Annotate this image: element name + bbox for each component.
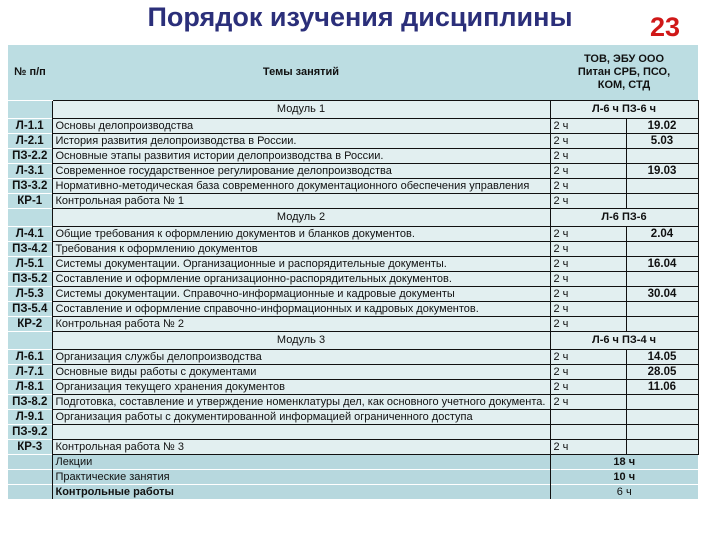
lesson-code: ПЗ-8.2: [8, 395, 52, 410]
lesson-hours: 2 ч: [550, 272, 626, 287]
code-cell: [8, 209, 52, 227]
lesson-topic: Современное государственное регулирование делопроизводства: [52, 164, 550, 179]
lesson-hours: [550, 410, 626, 425]
table-row: [8, 164, 698, 179]
lesson-date: [626, 149, 698, 164]
lesson-hours: 2 ч: [550, 317, 626, 332]
summary-value: 6 ч: [550, 485, 698, 500]
header-groups: ТОВ, ЭБУ ООО Питан СРБ, ПСО, КОМ, СТД: [550, 45, 698, 101]
summary-row: [8, 470, 698, 485]
lesson-topic: Подготовка, составление и утверждение номенклатуры дел, как основного учетного документа.: [52, 395, 550, 410]
lesson-code: КР-1: [8, 194, 52, 209]
lesson-code: ПЗ-4.2: [8, 242, 52, 257]
lesson-topic: Контрольная работа № 2: [52, 317, 550, 332]
lesson-code: Л-3.1: [8, 164, 52, 179]
table-row: [8, 194, 698, 209]
module-hours: Л-6 ПЗ-6: [550, 209, 698, 227]
lesson-code: Л-7.1: [8, 365, 52, 380]
lesson-hours: 2 ч: [550, 149, 626, 164]
lesson-code: ПЗ-9.2: [8, 425, 52, 440]
lesson-hours: 2 ч: [550, 227, 626, 242]
lesson-code: Л-5.1: [8, 257, 52, 272]
lesson-topic: Основы делопроизводства: [52, 119, 550, 134]
lesson-topic: Организация работы с документированной информацией ограниченного доступа: [52, 410, 550, 425]
summary-value: 18 ч: [550, 455, 698, 470]
lesson-hours: 2 ч: [550, 242, 626, 257]
table-row: [8, 272, 698, 287]
lesson-hours: 2 ч: [550, 440, 626, 455]
table-row: [8, 179, 698, 194]
module-row: [8, 101, 698, 119]
summary-spacer: [8, 455, 52, 470]
table-row: [8, 242, 698, 257]
table-row: [8, 119, 698, 134]
lesson-hours: 2 ч: [550, 380, 626, 395]
lesson-topic: Основные этапы развития истории делопроизводства в России.: [52, 149, 550, 164]
lesson-code: КР-3: [8, 440, 52, 455]
lesson-topic: [52, 425, 550, 440]
lesson-topic: Контрольная работа № 3: [52, 440, 550, 455]
lesson-code: ПЗ-2.2: [8, 149, 52, 164]
lesson-code: КР-2: [8, 317, 52, 332]
lesson-date: [626, 272, 698, 287]
lesson-code: Л-6.1: [8, 350, 52, 365]
lesson-topic: Системы документации. Справочно-информационные и кадровые документы: [52, 287, 550, 302]
header-topics: Темы занятий: [52, 45, 550, 101]
summary-label: Практические занятия: [52, 470, 550, 485]
lesson-date: [626, 440, 698, 455]
lesson-topic: Системы документации. Организационные и распорядительные документы.: [52, 257, 550, 272]
lesson-topic: История развития делопроизводства в России.: [52, 134, 550, 149]
lesson-date: [626, 410, 698, 425]
lesson-hours: 2 ч: [550, 179, 626, 194]
module-hours: Л-6 ч ПЗ-4 ч: [550, 332, 698, 350]
lesson-hours: 2 ч: [550, 194, 626, 209]
lesson-topic: Контрольная работа № 1: [52, 194, 550, 209]
module-row: [8, 332, 698, 350]
lesson-code: ПЗ-5.4: [8, 302, 52, 317]
lesson-code: Л-5.3: [8, 287, 52, 302]
table-row: [8, 287, 698, 302]
lesson-topic: Общие требования к оформлению документов и бланков документов.: [52, 227, 550, 242]
table-row: [8, 440, 698, 455]
lesson-topic: Организация текущего хранения документов: [52, 380, 550, 395]
lesson-hours: 2 ч: [550, 119, 626, 134]
lesson-date: [626, 425, 698, 440]
module-row: [8, 209, 698, 227]
table-row: [8, 257, 698, 272]
lesson-date: [626, 395, 698, 410]
lesson-code: Л-4.1: [8, 227, 52, 242]
summary-label: Лекции: [52, 455, 550, 470]
summary-row: [8, 485, 698, 500]
lesson-hours: 2 ч: [550, 302, 626, 317]
lesson-date: [626, 194, 698, 209]
lesson-date: 30.04: [626, 287, 698, 302]
table-row: [8, 425, 698, 440]
lesson-hours: 2 ч: [550, 350, 626, 365]
lesson-date: [626, 317, 698, 332]
table-row: [8, 149, 698, 164]
lesson-topic: Нормативно-методическая база современного документационного обеспечения управления: [52, 179, 550, 194]
lesson-code: Л-9.1: [8, 410, 52, 425]
lesson-topic: Составление и оформление справочно-информационных и кадровых документов.: [52, 302, 550, 317]
lesson-code: ПЗ-3.2: [8, 179, 52, 194]
lesson-date: 2.04: [626, 227, 698, 242]
lesson-hours: 2 ч: [550, 164, 626, 179]
module-name: Модуль 2: [52, 209, 550, 227]
summary-row: [8, 455, 698, 470]
page-number: 23: [649, 12, 680, 42]
lesson-hours: 2 ч: [550, 134, 626, 149]
lesson-date: 19.03: [626, 164, 698, 179]
summary-spacer: [8, 470, 52, 485]
table-row: [8, 350, 698, 365]
lesson-date: 28.05: [626, 365, 698, 380]
lesson-hours: 2 ч: [550, 365, 626, 380]
header-num: № п/п: [8, 45, 52, 101]
table-row: [8, 317, 698, 332]
lesson-hours: 2 ч: [550, 395, 626, 410]
lesson-hours: 2 ч: [550, 287, 626, 302]
lesson-topic: Требования к оформлению документов: [52, 242, 550, 257]
lesson-date: 19.02: [626, 119, 698, 134]
lesson-date: 5.03: [626, 134, 698, 149]
summary-spacer: [8, 485, 52, 500]
lesson-date: [626, 242, 698, 257]
schedule-table: [8, 45, 699, 499]
table-row: [8, 395, 698, 410]
code-cell: [8, 332, 52, 350]
module-hours: Л-6 ч ПЗ-6 ч: [550, 101, 698, 119]
lesson-topic: Организация службы делопроизводства: [52, 350, 550, 365]
table-row: [8, 410, 698, 425]
code-cell: [8, 101, 52, 119]
module-name: Модуль 3: [52, 332, 550, 350]
table-row: [8, 302, 698, 317]
lesson-code: Л-8.1: [8, 380, 52, 395]
module-name: Модуль 1: [52, 101, 550, 119]
lesson-code: Л-1.1: [8, 119, 52, 134]
lesson-date: 14.05: [626, 350, 698, 365]
lesson-code: ПЗ-5.2: [8, 272, 52, 287]
table-row: [8, 227, 698, 242]
slide-title: Порядок изучения дисциплины: [147, 2, 573, 32]
lesson-date: [626, 179, 698, 194]
lesson-hours: 2 ч: [550, 257, 626, 272]
lesson-topic: Основные виды работы с документами: [52, 365, 550, 380]
summary-value: 10 ч: [550, 470, 698, 485]
lesson-date: [626, 302, 698, 317]
lesson-topic: Составление и оформление организационно-распорядительных документов.: [52, 272, 550, 287]
summary-label: Контрольные работы: [52, 485, 550, 500]
table-row: [8, 380, 698, 395]
lesson-hours: [550, 425, 626, 440]
table-header: [8, 45, 698, 101]
table-row: [8, 365, 698, 380]
lesson-code: Л-2.1: [8, 134, 52, 149]
lesson-date: 11.06: [626, 380, 698, 395]
table-row: [8, 134, 698, 149]
lesson-date: 16.04: [626, 257, 698, 272]
